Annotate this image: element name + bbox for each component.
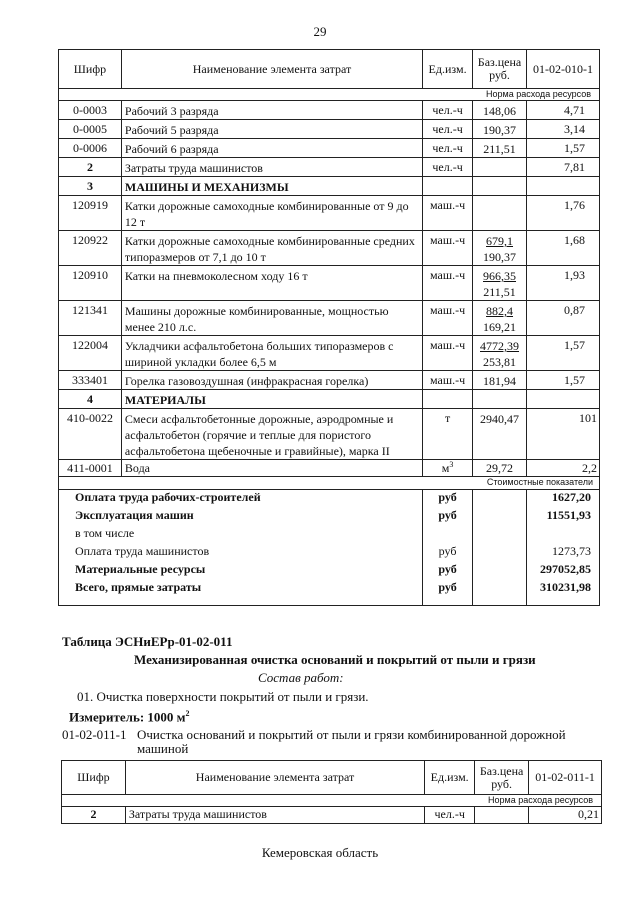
row-price-secondary: 169,21 xyxy=(483,320,517,334)
table-row xyxy=(59,390,600,409)
cost-empty xyxy=(473,580,527,606)
cost-unit: руб xyxy=(423,580,473,606)
row-unit: маш.-ч xyxy=(423,266,473,301)
row-price-value: 148,06 xyxy=(483,104,517,118)
cost-label: Материальные ресурсы xyxy=(59,562,423,580)
row-unit xyxy=(423,390,473,409)
row-unit: чел.-ч xyxy=(423,101,473,120)
table-row xyxy=(59,139,600,158)
cost-unit: руб xyxy=(423,508,473,526)
row-norm: 1,57 xyxy=(527,371,600,390)
cost-value: 1273,73 xyxy=(527,544,600,562)
row-code: 0-0005 xyxy=(59,120,122,139)
row-price xyxy=(473,231,527,266)
row-unit: маш.-ч xyxy=(423,196,473,231)
table-row xyxy=(59,371,600,390)
row-norm xyxy=(527,177,600,196)
row-name: Катки на пневмоколесном ходу 16 т xyxy=(121,266,422,301)
t2-header-name: Наименование элемента затрат xyxy=(125,761,424,795)
cost-value xyxy=(527,526,600,544)
row-norm: 2,2 xyxy=(527,460,600,477)
cost-header: Стоимостные показатели xyxy=(473,477,600,490)
row-price xyxy=(473,139,527,158)
header-unit: Ед.изм. xyxy=(423,50,473,89)
row-price xyxy=(473,177,527,196)
row-price-value: 211,51 xyxy=(483,142,516,156)
cost-empty xyxy=(473,490,527,508)
row-code: 410-0022 xyxy=(59,409,122,460)
cost-unit: руб xyxy=(423,544,473,562)
row-name: МАШИНЫ И МЕХАНИЗМЫ xyxy=(121,177,422,196)
header-name: Наименование элемента затрат xyxy=(121,50,422,89)
row-name: Затраты труда машинистов xyxy=(125,807,424,824)
measure-label: Измеритель: 1000 $м^2$ xyxy=(69,709,190,725)
row-price xyxy=(473,120,527,139)
table-row xyxy=(59,196,600,231)
norm-header: Норма расхода ресурсов xyxy=(473,89,600,101)
cost-label: Всего, прямые затраты xyxy=(59,580,423,606)
row-price-value: 2940,47 xyxy=(480,412,520,426)
row-name: Рабочий 5 разряда xyxy=(121,120,422,139)
table-row xyxy=(59,266,600,301)
row-norm: 1,76 xyxy=(527,196,600,231)
footer-region: Кемеровская область xyxy=(261,845,379,860)
row-code: 2 xyxy=(59,158,122,177)
cost-unit xyxy=(423,526,473,544)
row-code: 0-0003 xyxy=(59,101,122,120)
row-code: 2 xyxy=(62,807,126,824)
table-row xyxy=(59,177,600,196)
cost-value: 297052,85 xyxy=(527,562,600,580)
row-price-secondary: 190,37 xyxy=(483,250,517,264)
row-price-value: 4772,39 xyxy=(480,339,520,353)
row-code: 122004 xyxy=(59,336,122,371)
row-code: 4 xyxy=(59,390,122,409)
row-unit: т xyxy=(423,409,473,460)
table-row xyxy=(59,158,600,177)
cost-value: 310231,98 xyxy=(527,580,600,606)
row-name: Затраты труда машинистов xyxy=(121,158,422,177)
t2-header-norm-code: 01-02-011-1 xyxy=(529,761,602,795)
row-norm: 0,21 xyxy=(529,807,602,824)
row-price-value: 181,94 xyxy=(483,374,517,388)
row-norm: 1,68 xyxy=(527,231,600,266)
row-price-value: 29,72 xyxy=(486,461,514,475)
cost-unit: руб xyxy=(423,490,473,508)
work-title: Состав работ: xyxy=(258,670,344,685)
row-code: 0-0006 xyxy=(59,139,122,158)
row-name: Укладчики асфальтобетона больших типоразмеров с шириной укладки более 6,5 м xyxy=(121,336,422,371)
row-name: Катки дорожные самоходные комбинированные средних типоразмеров от 7,1 до 10 т xyxy=(121,231,422,266)
row-price xyxy=(473,266,527,301)
row-name: Катки дорожные самоходные комбинированные от 9 до 12 т xyxy=(121,196,422,231)
t2-header-unit: Ед.изм. xyxy=(425,761,475,795)
row-code: 411-0001 xyxy=(59,460,122,477)
row-norm xyxy=(527,390,600,409)
row-name: Машины дорожные комбинированные, мощностью менее 210 л.с. xyxy=(121,301,422,336)
row-price xyxy=(473,390,527,409)
row-price-secondary: 253,81 xyxy=(483,355,517,369)
t2-header-price: Баз.цена руб. xyxy=(475,761,529,795)
section-subtitle: Механизированная очистка оснований и покрытий от пыли и грязи xyxy=(134,652,536,667)
cost-label: Оплата труда машинистов xyxy=(59,544,423,562)
row-name: Вода xyxy=(121,460,422,477)
cost-row xyxy=(59,526,600,544)
cost-row xyxy=(59,562,600,580)
row-unit: чел.-ч xyxy=(423,139,473,158)
cost-empty xyxy=(473,526,527,544)
resource-table-1 xyxy=(58,49,600,606)
row-code: 120910 xyxy=(59,266,122,301)
row-price xyxy=(473,371,527,390)
table-row xyxy=(59,120,600,139)
row-price xyxy=(473,158,527,177)
row-name: Горелка газовоздушная (инфракрасная горелка) xyxy=(121,371,422,390)
item-text-2: машиной xyxy=(137,741,189,756)
row-unit: чел.-ч xyxy=(425,807,475,824)
cost-row xyxy=(59,490,600,508)
row-norm: 1,57 xyxy=(527,336,600,371)
cost-empty xyxy=(473,562,527,580)
row-unit xyxy=(423,177,473,196)
cost-row xyxy=(59,508,600,526)
row-price-secondary: 211,51 xyxy=(483,285,516,299)
t2-norm-header: Норма расхода ресурсов xyxy=(475,795,602,807)
row-price-value: 966,35 xyxy=(483,269,517,283)
header-price: Баз.цена руб. xyxy=(473,50,527,89)
table-row xyxy=(62,807,602,824)
row-code: 120919 xyxy=(59,196,122,231)
cost-empty xyxy=(473,508,527,526)
header-norm-code: 01-02-010-1 xyxy=(527,50,600,89)
row-norm: 1,93 xyxy=(527,266,600,301)
table-row xyxy=(59,336,600,371)
row-price-value: 882,4 xyxy=(486,304,514,318)
row-unit xyxy=(423,460,473,477)
table-row xyxy=(59,231,600,266)
row-price xyxy=(473,409,527,460)
row-price xyxy=(473,336,527,371)
row-price xyxy=(475,807,529,824)
table-row xyxy=(59,409,600,460)
work-item: 01. Очистка поверхности покрытий от пыли и грязи. xyxy=(77,689,369,704)
page-number: 29 xyxy=(313,24,327,39)
row-norm: 1,57 xyxy=(527,139,600,158)
row-unit: маш.-ч xyxy=(423,336,473,371)
row-norm: 101 xyxy=(527,409,600,460)
row-unit: маш.-ч xyxy=(423,371,473,390)
row-norm: 0,87 xyxy=(527,301,600,336)
row-price-value: 190,37 xyxy=(483,123,517,137)
row-code: 3 xyxy=(59,177,122,196)
row-name: Смеси асфальтобетонные дорожные, аэродромные и асфальтобетон (горячие и теплые для пористого асфальтобетона щебеночные и гравийные), марка II xyxy=(121,409,422,460)
row-norm: 3,14 xyxy=(527,120,600,139)
table-row xyxy=(59,301,600,336)
row-unit: чел.-ч xyxy=(423,120,473,139)
row-norm: 4,71 xyxy=(527,101,600,120)
cost-unit: руб xyxy=(423,562,473,580)
row-price xyxy=(473,301,527,336)
item-text-1: Очистка оснований и покрытий от пыли и грязи комбинированной дорожной xyxy=(137,727,566,742)
cost-value: 1627,20 xyxy=(527,490,600,508)
resource-table-2 xyxy=(61,760,602,824)
cost-row xyxy=(59,544,600,562)
table-title: Таблица ЭСНиЕРр-01-02-011 xyxy=(62,634,233,649)
row-price xyxy=(473,460,527,477)
cost-value: 11551,93 xyxy=(527,508,600,526)
table-row xyxy=(59,101,600,120)
header-code: Шифр xyxy=(59,50,122,89)
row-price xyxy=(473,101,527,120)
row-name: Рабочий 3 разряда xyxy=(121,101,422,120)
row-price-value: 679,1 xyxy=(486,234,514,248)
cost-label: в том числе xyxy=(59,526,423,544)
cost-row xyxy=(59,580,600,606)
row-unit: маш.-ч xyxy=(423,231,473,266)
row-norm: 7,81 xyxy=(527,158,600,177)
item-code: 01-02-011-1 xyxy=(62,727,127,742)
row-name: МАТЕРИАЛЫ xyxy=(121,390,422,409)
row-code: 121341 xyxy=(59,301,122,336)
row-name: Рабочий 6 разряда xyxy=(121,139,422,158)
row-unit: маш.-ч xyxy=(423,301,473,336)
row-unit-text: м xyxy=(441,461,450,475)
row-unit: чел.-ч xyxy=(423,158,473,177)
cost-label: Эксплуатация машин xyxy=(59,508,423,526)
row-unit-sup: 3 xyxy=(449,460,454,469)
row-code: 120922 xyxy=(59,231,122,266)
cost-empty xyxy=(473,544,527,562)
cost-label: Оплата труда рабочих-строителей xyxy=(59,490,423,508)
row-code: 333401 xyxy=(59,371,122,390)
row-price xyxy=(473,196,527,231)
table-row xyxy=(59,460,600,477)
t2-header-code: Шифр xyxy=(62,761,126,795)
